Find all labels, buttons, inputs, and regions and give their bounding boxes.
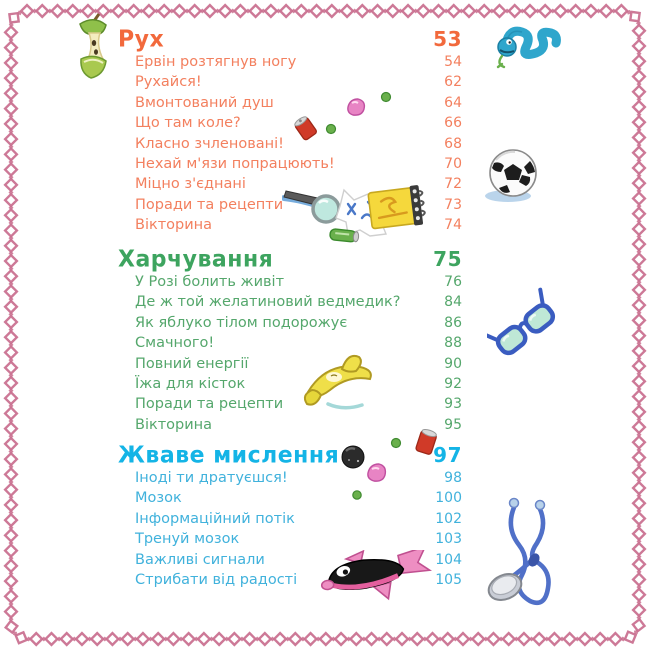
toc-entry-label: Нехай м'язи попрацюють! [135, 155, 335, 172]
toc-entry-page-number: 76 [444, 274, 462, 290]
toc-entry-label: Тренуй мозок [135, 531, 240, 548]
toc-entry [135, 415, 462, 435]
toc-entry-label: Вікторина [135, 416, 213, 433]
toc-entry [135, 93, 462, 113]
toc-entry-label: Важливі сигнали [135, 551, 265, 568]
toc-entry [135, 134, 462, 154]
toc-entry-label: Що там коле? [135, 115, 241, 132]
toc-entry-label: Поради та рецепти [135, 196, 284, 213]
section-entries [118, 468, 462, 590]
toc-entry-label: Рухайся! [135, 74, 202, 91]
toc-entry-page-number: 54 [444, 54, 462, 70]
section-page-number: 97 [433, 443, 462, 467]
section-header [118, 245, 462, 272]
toc-entry-page-number: 98 [444, 470, 462, 486]
toc-entry [135, 488, 462, 508]
soccer-ball-illustration [482, 146, 548, 204]
toc-entry-page-number: 64 [444, 94, 462, 111]
toc-entry-page-number: 103 [435, 531, 462, 548]
toc-entry [135, 354, 462, 374]
section-entries [118, 52, 462, 236]
toc-entry-page-number: 93 [444, 396, 462, 413]
toc-entry [135, 570, 462, 590]
toc-entry-page-number: 100 [435, 490, 462, 507]
toc-entry [135, 333, 462, 353]
toc-entry [135, 394, 462, 414]
toc-entry-page-number: 86 [444, 314, 462, 331]
section-entries [118, 272, 462, 435]
toc-entry-label: Вікторина [135, 217, 213, 234]
toc-entry-page-number: 72 [444, 176, 462, 193]
toc-entry-label: Повний енергії [135, 355, 249, 372]
section-title: Харчування [118, 246, 274, 273]
toc-entry-page-number: 102 [435, 510, 462, 527]
toc-entry [135, 52, 462, 72]
toc-entry-page-number: 68 [444, 135, 462, 152]
toc-entry [135, 195, 462, 215]
toc-entry-page-number: 95 [444, 416, 462, 433]
toc-entry [135, 468, 462, 488]
toc-entry [135, 113, 462, 133]
toc-entry-label: Поради та рецепти [135, 396, 284, 413]
snake-illustration [494, 20, 566, 78]
toc-entry-label: Смачного! [135, 335, 215, 352]
toc-entry-label: Вмонтований душ [135, 94, 274, 111]
toc-entry-label: Міцно з'єднані [135, 176, 246, 193]
section-header [118, 441, 462, 468]
toc-entry-label: Інформаційний потік [135, 510, 295, 527]
toc-entry [135, 174, 462, 194]
toc-entry-page-number: 104 [435, 551, 462, 568]
toc-entry [135, 374, 462, 394]
toc-entry-page-number: 90 [444, 355, 462, 372]
section-page-number: 53 [433, 27, 462, 51]
toc-entry-label: Їжа для кісток [135, 375, 246, 392]
section-title: Рух [118, 26, 165, 53]
apple-core-illustration [70, 12, 118, 82]
toc-entry-label: Де ж той желатиновий ведмедик? [135, 294, 401, 311]
toc-entry [135, 313, 462, 333]
toc-entry-page-number: 73 [444, 196, 462, 213]
toc-section-kharchuvannia [118, 245, 462, 435]
toc-entry-label: Мозок [135, 490, 182, 507]
toc-entry [135, 529, 462, 549]
toc-entry [135, 509, 462, 529]
toc-entry-label: Ервін розтягнув ногу [135, 54, 297, 70]
toc-entry [135, 154, 462, 174]
section-title: Жваве мислення [118, 442, 340, 469]
stethoscope-illustration [485, 495, 567, 623]
toc-entry-page-number: 88 [444, 335, 462, 352]
toc-entry [135, 292, 462, 312]
toc-entry-label: У Розі болить живіт [135, 274, 285, 290]
toc-entry-page-number: 92 [444, 375, 462, 392]
toc-section-rukh [118, 25, 462, 236]
toc-entry-page-number: 105 [435, 571, 462, 588]
section-page-number: 75 [433, 247, 462, 271]
toc-entry-label: Класно зчленовані! [135, 135, 284, 152]
toc-entry-page-number: 66 [444, 115, 462, 132]
toc-entry-label: Іноді ти дратуєшся! [135, 470, 288, 486]
toc-entry [135, 72, 462, 92]
glasses-illustration [487, 285, 563, 363]
toc-entry-page-number: 62 [444, 74, 462, 91]
toc-entry [135, 550, 462, 570]
toc-entry-label: Як яблуко тілом подорожує [135, 314, 348, 331]
toc-entry [135, 272, 462, 292]
toc-entry-label: Стрибати від радості [135, 571, 298, 588]
toc-entry-page-number: 74 [444, 217, 462, 234]
toc-section-zhvave-myslennia [118, 441, 462, 590]
toc-entry [135, 215, 462, 235]
toc-entry-page-number: 84 [444, 294, 462, 311]
toc-entry-page-number: 70 [444, 155, 462, 172]
section-header [118, 25, 462, 52]
